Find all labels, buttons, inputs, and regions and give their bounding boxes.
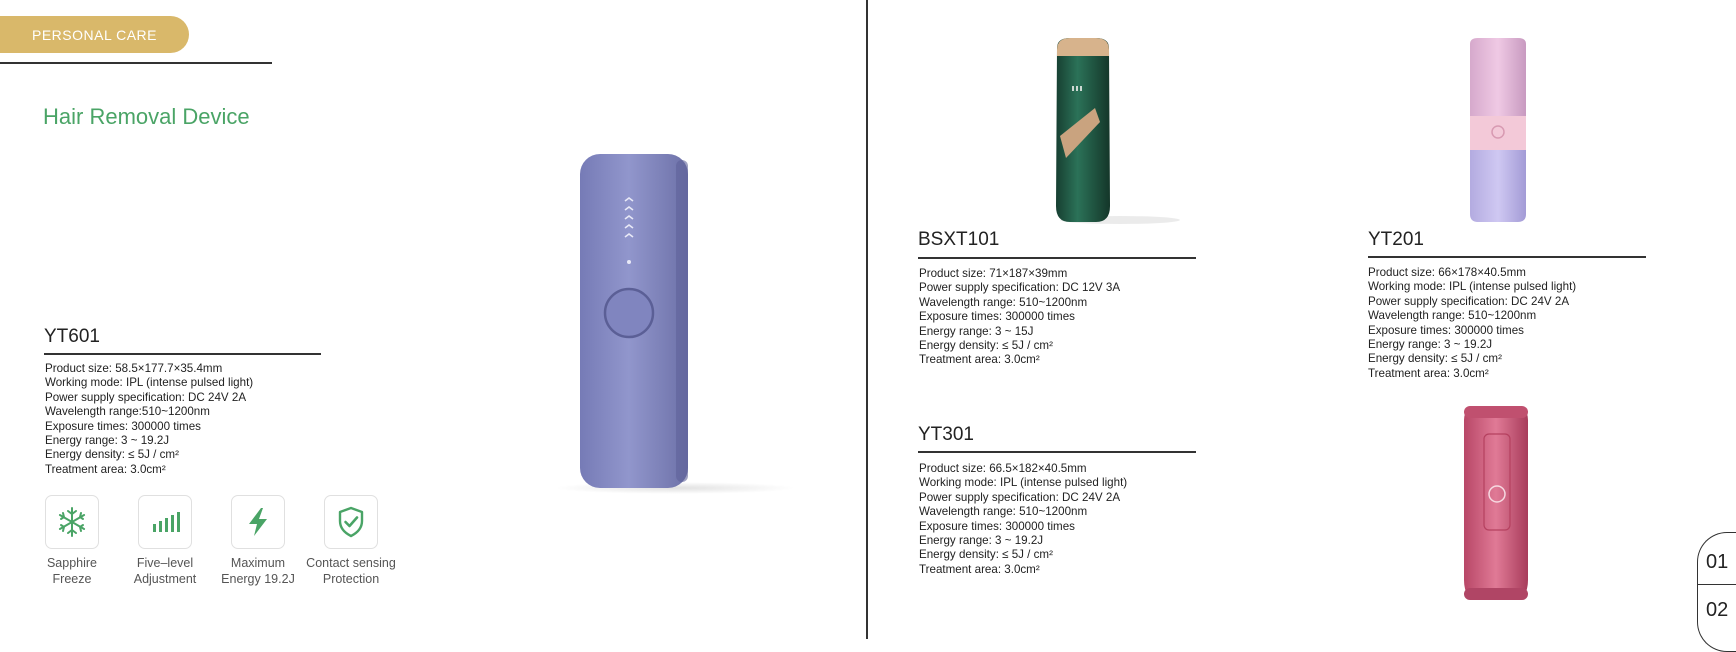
spec-item: Wavelength range: 510~1200nm: [1368, 309, 1537, 323]
spec-item: Energy range: 3 ~ 19.2J: [919, 534, 1044, 548]
feature-contact-sensing: [304, 495, 398, 587]
category-badge: PERSONAL CARE: [0, 16, 189, 53]
spec-item: Treatment area: 3.0cm²: [919, 562, 1040, 576]
page-divider: [866, 0, 868, 639]
spec-item: Energy range: 3 ~ 19.2J: [45, 434, 170, 448]
spec-item: Energy range: 3 ~ 15J: [919, 324, 1034, 338]
page-indicator: [1697, 532, 1736, 652]
spec-item: Exposure times: 300000 times: [919, 519, 1075, 533]
spec-item: Product size: 71×187×39mm: [919, 267, 1068, 280]
yt301-name: YT301: [918, 424, 974, 445]
spec-item: Product size: 58.5×177.7×35.4mm: [45, 362, 223, 375]
spec-item: Energy density: ≤ 5J / cm²: [919, 339, 1053, 353]
snowflake-icon: [55, 505, 89, 539]
page-title: Hair Removal Device: [43, 104, 250, 129]
bsxt101-name: BSXT101: [918, 229, 1000, 250]
spec-item: Product size: 66×178×40.5mm: [1368, 266, 1526, 279]
feature-label: Five–level Adjustment: [133, 556, 197, 586]
feature-label: Maximum Energy 19.2J: [221, 556, 295, 586]
feature-icon-box: [231, 495, 285, 549]
lightning-icon: [241, 505, 275, 539]
spec-item: Exposure times: 300000 times: [919, 310, 1075, 324]
feature-five-level: [118, 495, 212, 587]
spec-item: Power supply specification: DC 12V 3A: [919, 281, 1121, 295]
spec-item: Energy density: ≤ 5J / cm²: [45, 448, 179, 462]
spec-item: Wavelength range: 510~1200nm: [919, 295, 1088, 309]
feature-label: Contact sensing Protection: [306, 556, 396, 586]
spec-item: Energy density: ≤ 5J / cm²: [1368, 352, 1502, 366]
spec-item: Treatment area: 3.0cm²: [919, 353, 1040, 367]
yt201-rule: [1368, 256, 1646, 258]
spec-item: Treatment area: 3.0cm²: [45, 462, 166, 476]
spec-item: Product size: 66.5×182×40.5mm: [919, 462, 1087, 475]
spec-item: Working mode: IPL (intense pulsed light): [919, 476, 1128, 490]
feature-sapphire-freeze: [25, 495, 119, 587]
spec-item: Working mode: IPL (intense pulsed light): [45, 376, 254, 390]
yt201-name: YT201: [1368, 229, 1424, 250]
yt601-device-image: [540, 148, 800, 498]
spec-item: Power supply specification: DC 24V 2A: [45, 390, 247, 404]
spec-item: Exposure times: 300000 times: [45, 419, 201, 433]
spec-item: Wavelength range: 510~1200nm: [919, 505, 1088, 519]
spec-item: Wavelength range:510~1200nm: [45, 405, 210, 419]
page-indicator-divider: [1697, 584, 1736, 585]
page-number-01[interactable]: 01: [1706, 551, 1729, 573]
page-number-02[interactable]: 02: [1706, 599, 1729, 621]
badge-underline: [0, 62, 272, 64]
feature-icon-box: [45, 495, 99, 549]
spec-item: Power supply specification: DC 24V 2A: [1368, 294, 1570, 308]
feature-icon-box: [138, 495, 192, 549]
main-product-specs: [45, 362, 253, 477]
yt201-device-image: [1460, 36, 1550, 226]
spec-item: Treatment area: 3.0cm²: [1368, 366, 1489, 380]
shield-check-icon: [334, 505, 368, 539]
spec-item: Energy density: ≤ 5J / cm²: [919, 548, 1053, 562]
yt201-specs: [1368, 266, 1576, 381]
spec-item: Working mode: IPL (intense pulsed light): [1368, 280, 1577, 294]
feature-icon-box: [324, 495, 378, 549]
spec-item: Power supply specification: DC 24V 2A: [919, 490, 1121, 504]
feature-label: Sapphire Freeze: [46, 556, 98, 586]
yt301-device-image: [1456, 402, 1556, 604]
spec-item: Exposure times: 300000 times: [1368, 323, 1524, 337]
main-product-name: YT601: [44, 326, 100, 347]
bsxt101-device-image: [1040, 36, 1180, 226]
yt301-rule: [918, 451, 1196, 453]
main-product-rule: [44, 353, 321, 355]
bsxt101-rule: [918, 257, 1196, 259]
level-bars-icon: [148, 505, 182, 539]
bsxt101-specs: [919, 267, 1120, 368]
yt301-specs: [919, 462, 1127, 577]
spec-item: Energy range: 3 ~ 19.2J: [1368, 338, 1493, 352]
feature-max-energy: [211, 495, 305, 587]
